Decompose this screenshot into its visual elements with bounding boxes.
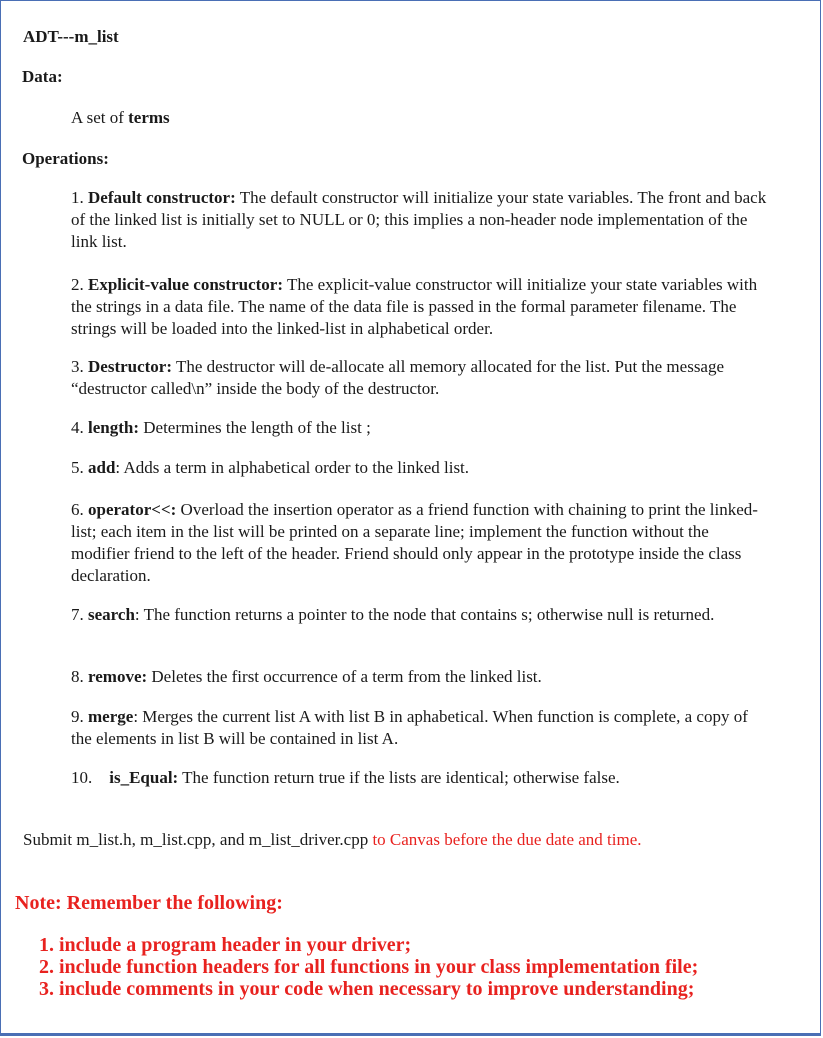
operation-name: search — [88, 605, 135, 624]
operation-number: 5. — [71, 458, 88, 477]
operation-name: Destructor: — [88, 357, 173, 376]
operation-number: 10. — [71, 768, 110, 787]
operation-number: 4. — [71, 418, 88, 437]
note-heading: Note: Remember the following: — [15, 892, 283, 914]
operation-description: The explicit-value constructor will initialize your state variables with the strings in a data file. The name of the data file is passed in the formal parameter filename. The strings will be loaded into the linked-list in alphabetical order. — [71, 275, 758, 338]
operation-item — [71, 499, 766, 587]
operation-item — [71, 604, 721, 626]
data-description — [71, 108, 170, 128]
operation-item — [71, 457, 771, 479]
operation-item — [71, 706, 771, 750]
data-text-prefix: A set of — [71, 108, 129, 127]
note-item: 1. include a program header in your driver; — [39, 934, 412, 956]
submit-files: Submit m_list.h, m_list.cpp, and m_list_driver.cpp — [23, 830, 373, 849]
operation-item — [71, 274, 771, 340]
note-list — [39, 934, 698, 1000]
operation-number: 6. — [71, 500, 88, 519]
operation-number: 9. — [71, 707, 88, 726]
operation-number: 7. — [71, 605, 88, 624]
bottom-border — [1, 1033, 820, 1035]
operation-item — [71, 417, 771, 439]
operation-description: Determines the length of the list ; — [139, 418, 371, 437]
operation-item — [71, 666, 771, 688]
note-item: 2. include function headers for all functions in your class implementation file; — [39, 956, 699, 978]
operation-name: is_Equal: — [109, 768, 179, 787]
operation-name: Explicit-value constructor: — [88, 275, 283, 294]
operation-description: : The function returns a pointer to the node that contains s; otherwise null is returned. — [134, 605, 715, 624]
operation-description: Deletes the first occurrence of a term from the linked list. — [147, 667, 542, 686]
operation-description: The function return true if the lists are identical; otherwise false. — [178, 768, 620, 787]
operations-heading: Operations: — [22, 149, 109, 168]
operation-description: The destructor will de-allocate all memory allocated for the list. Put the message “destructor called\n” inside the body of the destructor. — [71, 357, 725, 398]
operation-item — [71, 356, 771, 400]
operation-name: remove: — [88, 667, 148, 686]
operation-number: 1. — [71, 188, 88, 207]
operation-description: : Merges the current list A with list B in aphabetical. When function is complete, a copy of the elements in list B will be contained in list A. — [71, 707, 748, 748]
operation-item — [71, 767, 771, 789]
operation-number: 2. — [71, 275, 88, 294]
operation-name: operator<<: — [88, 500, 177, 519]
operation-number: 3. — [71, 357, 88, 376]
operation-description: Overload the insertion operator as a friend function with chaining to print the linked-list; each item in the list will be printed on a separate line; implement the function without the modifier friend to the left of the header. Friend should only appear in the prototype inside the class declaration. — [71, 500, 758, 585]
operation-name: length: — [88, 418, 139, 437]
operation-item — [71, 187, 771, 253]
note-item: 3. include comments in your code when necessary to improve understanding; — [39, 978, 695, 1000]
operation-number: 8. — [71, 667, 88, 686]
operation-description: : Adds a term in alphabetical order to the linked list. — [115, 458, 470, 477]
data-heading: Data: — [22, 67, 63, 86]
operation-name: merge — [88, 707, 134, 726]
data-text-bold: terms — [128, 108, 170, 127]
operation-name: Default constructor: — [88, 188, 236, 207]
submit-instructions — [23, 830, 642, 850]
page-title: ADT---m_list — [23, 27, 119, 46]
submit-deadline: to Canvas before the due date and time. — [372, 830, 642, 849]
operation-name: add — [88, 458, 116, 477]
operation-description: The default constructor will initialize your state variables. The front and back of the linked list is initially set to NULL or 0; this implies a non-header node implementation of the link list. — [71, 188, 767, 251]
